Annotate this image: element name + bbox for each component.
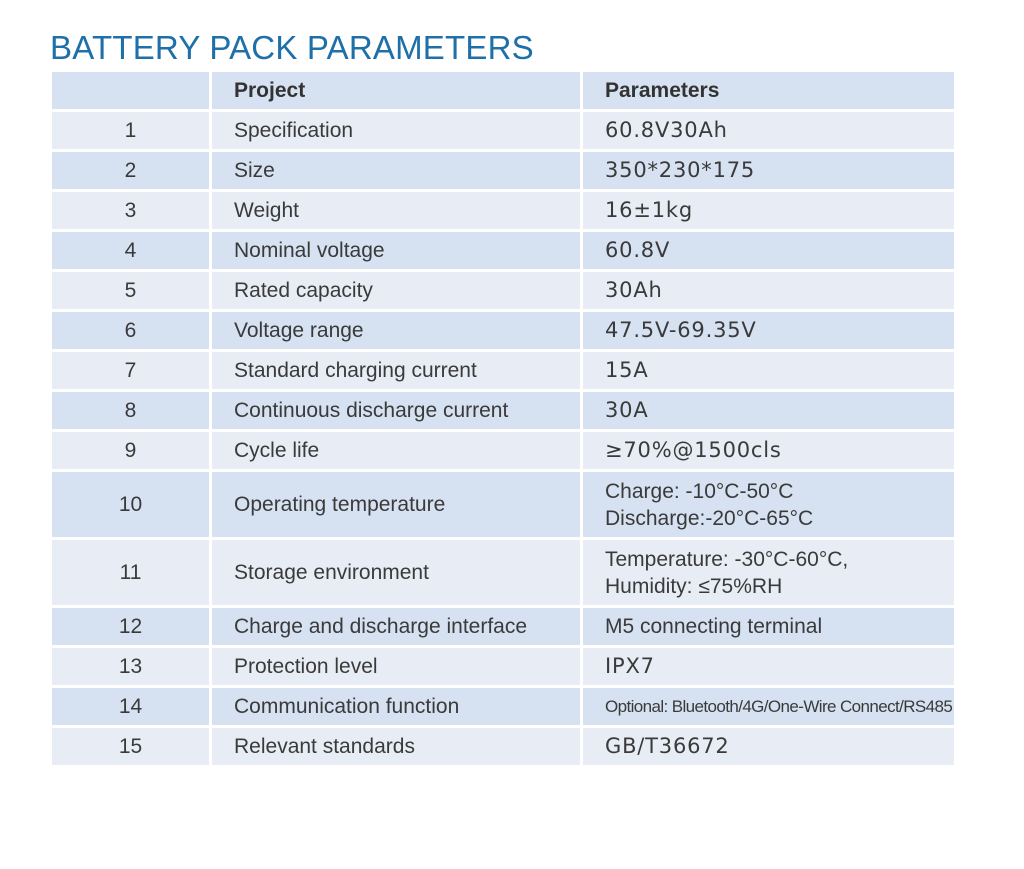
parameter-cell — [583, 272, 954, 312]
project-cell: Standard charging current — [212, 352, 583, 392]
parameter-cell — [583, 312, 954, 352]
parameter-cell — [583, 432, 954, 472]
row-number: 6 — [52, 312, 212, 352]
parameter-cell — [583, 688, 954, 728]
row-number: 12 — [52, 608, 212, 648]
parameter-value: 60.8V — [605, 238, 671, 262]
parameter-value: ≥70%@1500cls — [605, 438, 782, 462]
parameter-cell — [583, 152, 954, 192]
parameter-value: Charge: -10°C-50°C — [605, 479, 794, 503]
project-cell: Rated capacity — [212, 272, 583, 312]
table-row — [52, 152, 954, 192]
parameter-cell — [583, 392, 954, 432]
parameter-value: IPX7 — [605, 654, 655, 678]
table-header-row — [52, 72, 954, 112]
project-cell: Protection level — [212, 648, 583, 688]
parameter-value: Discharge:-20°C-65°C — [605, 506, 814, 530]
row-number: 10 — [52, 472, 212, 540]
table-row — [52, 272, 954, 312]
table-row — [52, 432, 954, 472]
table-row — [52, 192, 954, 232]
row-number: 11 — [52, 540, 212, 608]
table-body — [52, 112, 954, 768]
parameter-value: 350*230*175 — [605, 158, 756, 182]
parameter-value: Temperature: -30°C-60°C, — [605, 547, 849, 571]
parameter-value: 60.8V30Ah — [605, 118, 728, 142]
project-cell: Communication function — [212, 688, 583, 728]
parameter-cell — [583, 112, 954, 152]
project-cell: Continuous discharge current — [212, 392, 583, 432]
header-project: Project — [212, 72, 583, 112]
table-row — [52, 688, 954, 728]
row-number: 15 — [52, 728, 212, 768]
table-row — [52, 312, 954, 352]
parameter-cell — [583, 540, 954, 608]
parameter-cell — [583, 608, 954, 648]
row-number: 8 — [52, 392, 212, 432]
project-cell: Size — [212, 152, 583, 192]
parameter-cell — [583, 352, 954, 392]
parameters-table — [52, 72, 954, 768]
project-cell: Specification — [212, 112, 583, 152]
parameter-value: 47.5V-69.35V — [605, 318, 757, 342]
row-number: 9 — [52, 432, 212, 472]
project-cell: Voltage range — [212, 312, 583, 352]
project-cell: Nominal voltage — [212, 232, 583, 272]
row-number: 4 — [52, 232, 212, 272]
parameter-value: 16±1kg — [605, 198, 693, 222]
table-row — [52, 392, 954, 432]
parameter-cell — [583, 728, 954, 768]
project-cell: Weight — [212, 192, 583, 232]
row-number: 3 — [52, 192, 212, 232]
project-cell: Operating temperature — [212, 472, 583, 540]
table-row — [52, 232, 954, 272]
header-no — [52, 72, 212, 112]
page-title: BATTERY PACK PARAMETERS — [50, 29, 534, 66]
table-row — [52, 728, 954, 768]
project-cell: Relevant standards — [212, 728, 583, 768]
row-number: 2 — [52, 152, 212, 192]
table-row — [52, 608, 954, 648]
project-cell: Charge and discharge interface — [212, 608, 583, 648]
project-cell: Storage environment — [212, 540, 583, 608]
table-row — [52, 472, 954, 540]
parameter-value: 30A — [605, 398, 649, 422]
row-number: 5 — [52, 272, 212, 312]
row-number: 1 — [52, 112, 212, 152]
table-row — [52, 540, 954, 608]
row-number: 7 — [52, 352, 212, 392]
row-number: 13 — [52, 648, 212, 688]
table-row — [52, 112, 954, 152]
parameter-value: Humidity: ≤75%RH — [605, 574, 783, 598]
parameter-cell — [583, 192, 954, 232]
row-number: 14 — [52, 688, 212, 728]
header-parameters: Parameters — [583, 72, 954, 112]
project-cell: Cycle life — [212, 432, 583, 472]
parameter-cell — [583, 472, 954, 540]
parameter-value: 30Ah — [605, 278, 663, 302]
parameter-cell — [583, 232, 954, 272]
parameter-value: GB/T36672 — [605, 734, 730, 758]
parameter-value: M5 connecting terminal — [605, 615, 823, 638]
parameter-value: 15A — [605, 358, 649, 382]
table-row — [52, 352, 954, 392]
parameter-value: Optional: Bluetooth/4G/One-Wire Connect/RS485 — [605, 697, 953, 716]
table-row — [52, 648, 954, 688]
parameter-cell — [583, 648, 954, 688]
